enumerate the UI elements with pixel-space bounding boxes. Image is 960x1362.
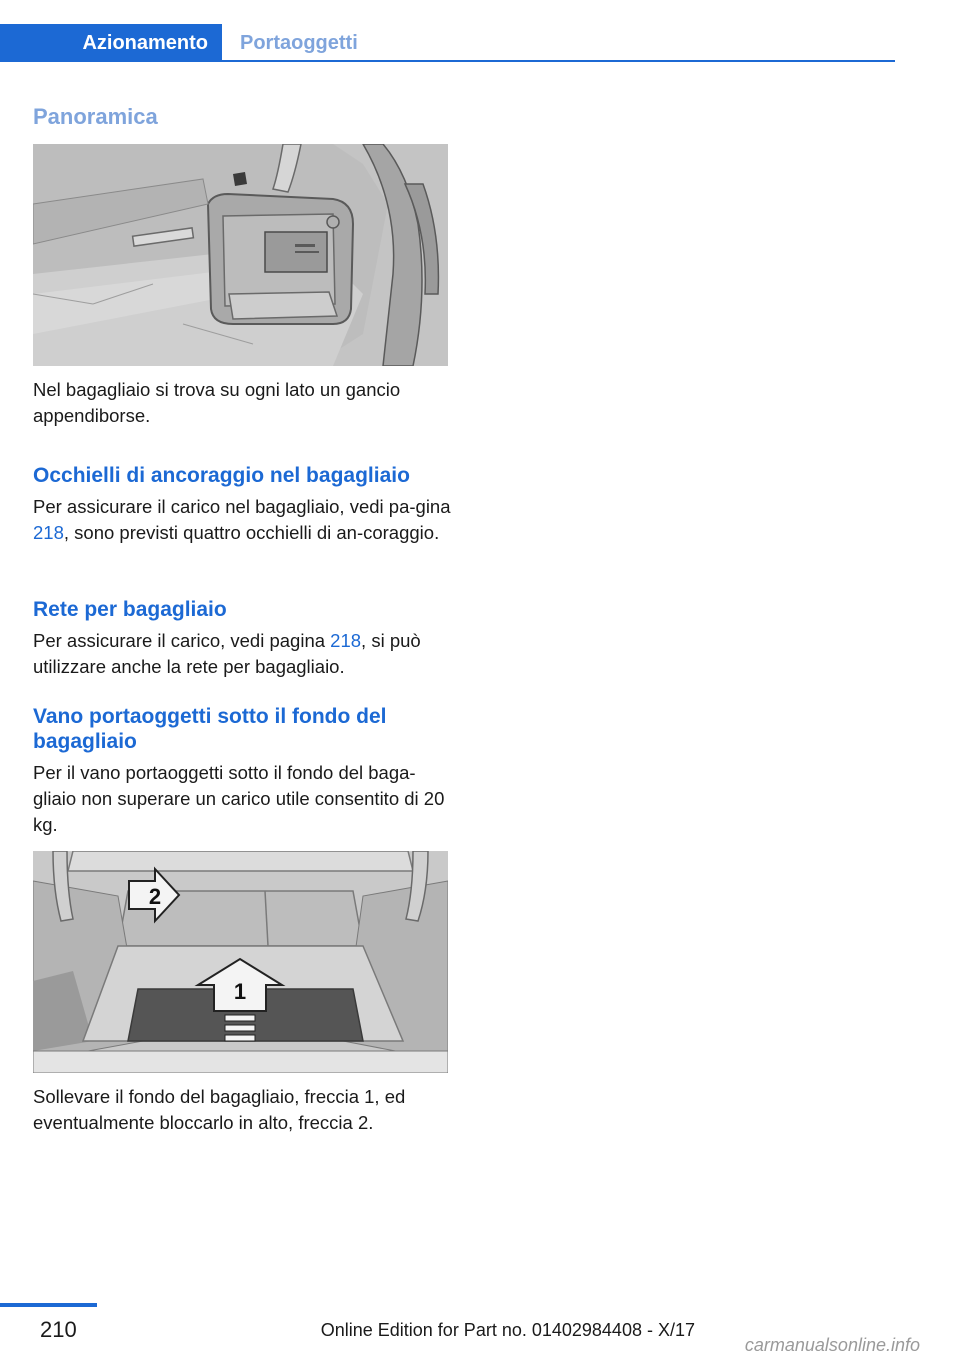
tab-portaoggetti[interactable]: Portaoggetti [240,31,358,54]
trunk-floor-illustration [33,851,448,1073]
anchor-heading: Occhielli di ancoraggio nel bagagliaio [33,464,410,487]
net-heading: Rete per bagagliaio [33,598,227,621]
page-number: 210 [40,1317,77,1342]
anchor-section [33,463,453,546]
net-text [33,628,453,680]
net-text-after: , si può utilizzare anche la rete per bagagliaio. [33,630,421,677]
section-title: Panoramica [33,104,158,129]
anchor-text-after: , sono previsti quattro occhielli di an-coraggio. [63,522,440,543]
anchor-text-before: Per assicurare il carico nel bagagliaio, vedi pa-gina [33,496,451,517]
edition-note: Online Edition for Part no. 01402984408 - X/17 [320,1320,695,1340]
overview-paragraph [33,377,453,429]
final-paragraph [33,1084,453,1136]
net-page-link[interactable]: 218 [330,630,362,651]
net-section [33,597,453,680]
trunk-overview-illustration [33,144,448,366]
storage-heading: Vano portaoggetti sotto il fondo del bagagliaio [33,705,387,753]
final-text: Sollevare il fondo del bagagliaio, freccia 1, ed eventualmente bloccarlo in alto, freccia 2. [33,1086,406,1133]
trunk-overview-image [33,144,448,366]
watermark: carmanualsonline.info [744,1335,920,1355]
net-text-before: Per assicurare il carico, vedi pagina [33,630,331,651]
trunk-floor-image [33,851,448,1073]
anchor-text [33,494,453,546]
anchor-page-link[interactable]: 218 [33,522,64,543]
storage-text: Per il vano portaoggetti sotto il fondo del baga-gliaio non superare un carico utile consentito di 20 kg. [33,762,445,835]
tab-azionamento[interactable]: Azionamento [0,24,222,62]
page-header [0,0,960,64]
footer-rule [0,1303,97,1307]
storage-section [33,704,453,838]
arrow-2-label: 2 [148,884,162,909]
arrow-1-label: 1 [233,979,247,1004]
header-rule [0,60,895,62]
overview-text: Nel bagagliaio si trova su ogni lato un gancio appendiborse. [33,379,401,426]
